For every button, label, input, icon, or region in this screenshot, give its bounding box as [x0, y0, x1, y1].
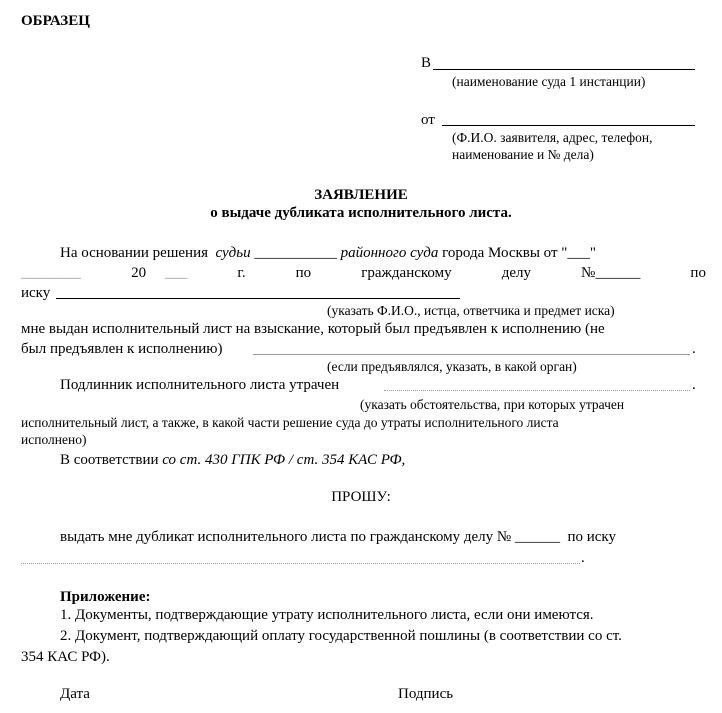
year-blank[interactable]: ___	[164, 265, 188, 281]
decision-day-blank[interactable]: ___	[567, 245, 590, 261]
organ-hint: (если предъявлялся, указать, в какой орган)	[327, 359, 577, 374]
applicant-line[interactable]	[442, 125, 695, 126]
circumstances-hint-3: исполнено)	[21, 432, 87, 447]
sample-label: ОБРАЗЕЦ	[21, 13, 90, 29]
request-end-dot: .	[581, 550, 585, 566]
request-text: выдать мне дубликат исполнительного листа по гражданскому делу № ______ по иску	[60, 529, 616, 545]
p1-line5-end: .	[692, 341, 696, 357]
p2-end: .	[692, 377, 696, 393]
request-case-number-blank[interactable]: ______	[514, 529, 560, 545]
attachment-item-2: 2. Документ, подтверждающий оплату государственной пошлины (в соответствии со ст.	[60, 628, 622, 644]
circumstances-hint-1: (указать обстоятельства, при которых утрачен	[360, 397, 625, 412]
case-number-blank[interactable]: №______	[581, 265, 641, 281]
court-hint: (наименование суда 1 инстанции)	[452, 74, 646, 89]
court-name-line[interactable]	[433, 69, 695, 70]
parties-hint: (указать Ф.И.О., истца, ответчика и предмет иска)	[327, 303, 615, 318]
applicant-prefix: от	[421, 112, 435, 128]
loss-circumstances-line[interactable]	[384, 390, 690, 391]
request-heading: ПРОШУ:	[331, 489, 391, 505]
enforcement-organ-line[interactable]	[253, 354, 690, 355]
signature-label: Подпись	[398, 686, 454, 702]
attachments-heading: Приложение:	[60, 589, 151, 605]
p1-line2: ________ 20 ___ г. по гражданскому делу №______ по	[21, 265, 706, 281]
decision-month-blank[interactable]: ________	[21, 265, 81, 281]
document-subtitle: о выдаче дубликата исполнительного листа.	[210, 205, 512, 221]
applicant-hint-2: наименование и № дела)	[452, 147, 594, 162]
p1-line4: мне выдан исполнительный лист на взыскание, который был предъявлен к исполнению (не	[21, 321, 605, 337]
attachment-item-1: 1. Документы, подтверждающие утрату исполнительного листа, если они имеются.	[60, 607, 594, 623]
p1-line1: На основании решения судьи ___________ районного суда города Москвы от "___"	[60, 245, 597, 261]
court-prefix: В	[421, 55, 432, 71]
year-prefix: 20 ___	[131, 265, 188, 281]
document-title: ЗАЯВЛЕНИЕ	[314, 187, 408, 203]
date-label: Дата	[60, 686, 90, 702]
request-claim-line[interactable]	[21, 563, 580, 564]
p2-text: Подлинник исполнительного листа утрачен	[60, 377, 340, 393]
judge-name-blank[interactable]: ___________	[254, 245, 337, 261]
p1-line3: иску	[21, 285, 51, 301]
parties-line[interactable]	[56, 298, 460, 299]
p1-line5: был предъявлен к исполнению)	[21, 341, 223, 357]
legal-basis: В соответствии со ст. 430 ГПК РФ / ст. 354 КАС РФ,	[60, 452, 406, 468]
circumstances-hint-2: исполнительный лист, а также, в какой части решение суда до утраты исполнительного листа	[21, 415, 559, 430]
attachment-item-2-cont: 354 КАС РФ).	[21, 649, 110, 665]
applicant-hint-1: (Ф.И.О. заявителя, адрес, телефон,	[452, 130, 653, 145]
